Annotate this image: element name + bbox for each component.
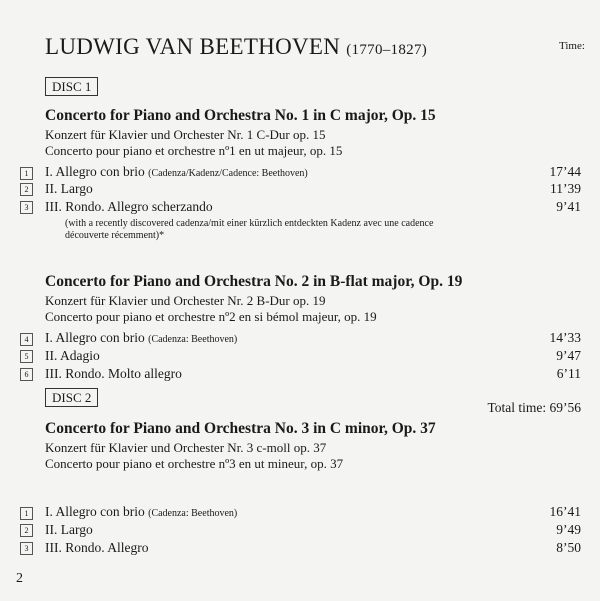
concerto-3-german: Konzert für Klavier und Orchester Nr. 3 c-moll op. 37	[45, 440, 327, 455]
track-cadenza: (Cadenza: Beethoven)	[148, 334, 238, 345]
composer-dates: (1770–1827)	[346, 42, 428, 58]
track-duration: 16’41	[549, 504, 581, 519]
track-duration: 9’49	[556, 522, 581, 537]
concerto-2-title: Concerto for Piano and Orchestra No. 2 in B-flat major, Op. 19	[45, 273, 463, 290]
track-number-badge: 2	[20, 183, 33, 196]
track-title	[45, 330, 237, 346]
page-number: 2	[16, 571, 23, 586]
track-title-text: I. Allegro con brio	[45, 504, 145, 519]
track-title	[45, 164, 308, 180]
track-title-text: I. Allegro con brio	[45, 164, 145, 179]
track-title: II. Adagio	[45, 348, 100, 363]
concerto-2-french: Concerto pour piano et orchestre nº2 en si bémol majeur, op. 19	[45, 309, 377, 324]
composer-heading	[45, 34, 427, 60]
cadenza-footnote: (with a recently discovered cadenza/mit einer kürzlich entdeckten Kadenz avec une cadence découverte récemment)*	[65, 218, 434, 241]
track-title: III. Rondo. Molto allegro	[45, 366, 182, 381]
track-duration: 14’33	[549, 330, 581, 345]
track-title: II. Largo	[45, 181, 93, 196]
concerto-1-title: Concerto for Piano and Orchestra No. 1 in C major, Op. 15	[45, 107, 436, 124]
track-title-text: I. Allegro con brio	[45, 330, 145, 345]
composer-name: LUDWIG VAN BEETHOVEN	[45, 34, 341, 59]
track-number-badge: 1	[20, 507, 33, 520]
track-duration: 8’50	[556, 540, 581, 555]
track-number-badge: 4	[20, 333, 33, 346]
track-number-badge: 5	[20, 350, 33, 363]
track-cadenza: (Cadenza/Kadenz/Cadence: Beethoven)	[148, 168, 308, 179]
track-title: III. Rondo. Allegro scherzando	[45, 199, 213, 214]
track-title	[45, 504, 237, 520]
track-number-badge: 3	[20, 201, 33, 214]
track-duration: 9’47	[556, 348, 581, 363]
track-cadenza: (Cadenza: Beethoven)	[148, 508, 238, 519]
disc-1-label: DISC 1	[45, 77, 98, 96]
concerto-1-german: Konzert für Klavier und Orchester Nr. 1 C-Dur op. 15	[45, 127, 326, 142]
track-duration: 17’44	[549, 164, 581, 179]
track-duration: 9’41	[556, 199, 581, 214]
track-duration: 6’11	[556, 366, 581, 381]
track-duration: 11’39	[550, 181, 581, 196]
disc-1-total-time: Total time: 69’56	[487, 400, 581, 415]
track-title: III. Rondo. Allegro	[45, 540, 149, 555]
time-column-label: Time:	[559, 40, 585, 52]
concerto-3-french: Concerto pour piano et orchestre nº3 en ut mineur, op. 37	[45, 456, 344, 471]
track-number-badge: 6	[20, 368, 33, 381]
disc-2-label: DISC 2	[45, 388, 98, 407]
track-title: II. Largo	[45, 522, 93, 537]
track-number-badge: 2	[20, 524, 33, 537]
track-number-badge: 3	[20, 542, 33, 555]
concerto-2-german: Konzert für Klavier und Orchester Nr. 2 B-Dur op. 19	[45, 293, 326, 308]
track-number-badge: 1	[20, 167, 33, 180]
concerto-3-title: Concerto for Piano and Orchestra No. 3 in C minor, Op. 37	[45, 420, 436, 437]
concerto-1-french: Concerto pour piano et orchestre nº1 en ut majeur, op. 15	[45, 143, 343, 158]
